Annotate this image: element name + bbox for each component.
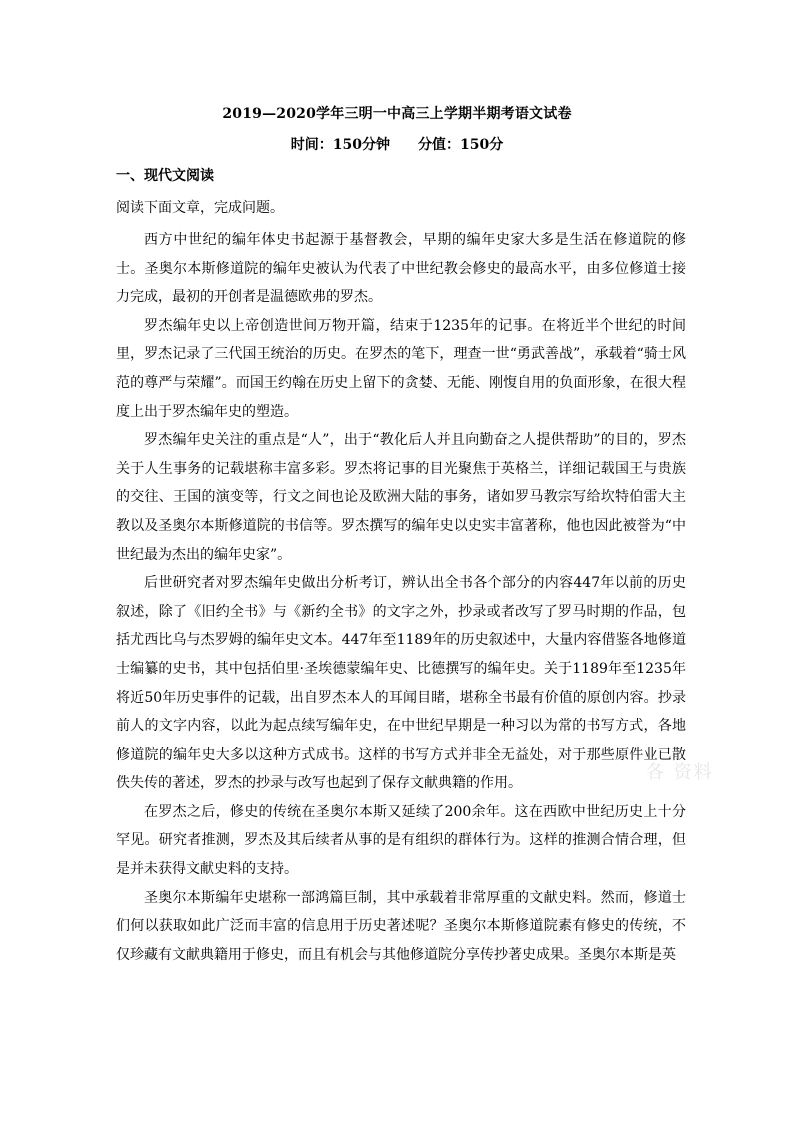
paragraph: 西方中世纪的编年体史书起源于基督教会，早期的编年史家大多是生活在修道院的修士。圣奥尔本斯修道院的编年史被认为代表了中世纪教会修史的最高水平，由多位修道士接力完成，最初的开创者是温德欧弗的罗杰。: [116, 232, 686, 306]
paragraph: 在罗杰之后，修史的传统在圣奥尔本斯又延续了200余年。这在西欧中世纪历史上十分罕见。研究者推测，罗杰及其后续者从事的是有组织的群体行为。这样的推测合情合理，但是并未获得文献史料的支持。: [116, 803, 686, 878]
paragraph: 圣奥尔本斯编年史堪称一部鸿篇巨制，其中承载着非常厚重的文献史料。然而，修道士们何以获取如此广泛而丰富的信息用于历史著述呢？圣奥尔本斯修道院素有修史的传统，不仅珍藏有文献典籍用于修史，而且有机会与其他修道院分享传抄著史成果。圣奥尔本斯是英: [116, 889, 686, 963]
paragraph: 罗杰编年史关注的重点是“人”，出于“教化后人并且向勤奋之人提供帮助”的目的，罗杰关于人生事务的记载堪称丰富多彩。罗杰将记事的目光聚焦于英格兰，详细记载国王与贵族的交往、王国的演变等，行文之间也论及欧洲大陆的事务，诸如罗马教宗写给坎特伯雷大主教以及圣奥尔本斯修道院的书信等。罗杰撰写的编年史以史实丰富著称，他也因此被誉为“中世纪最为杰出的编年史家”。: [116, 432, 686, 563]
reading-instruction: 阅读下面文章，完成问题。: [116, 200, 284, 216]
exam-title: 2019—2020学年三明一中高三上学期半期考语文试卷: [222, 106, 572, 122]
exam-meta: [0, 134, 794, 154]
exam-time: 时间：150分钟: [290, 137, 390, 153]
section-heading: 一、现代文阅读: [116, 168, 214, 184]
watermark: 各 资料: [646, 762, 714, 783]
reading-passage: [116, 226, 686, 969]
paragraph: 罗杰编年史以上帝创造世间万物开篇，结束于1235年的记事。在将近半个世纪的时间里，罗杰记录了三代国王统治的历史。在罗杰的笔下，理查一世“勇武善战”，承载着“骑士风范的尊严与荣耀”。而国王约翰在历史上留下的贪婪、无能、刚愎自用的负面形象，在很大程度上出于罗杰编年史的塑造。: [116, 317, 686, 420]
paragraph: 后世研究者对罗杰编年史做出分析考订，辨认出全书各个部分的内容447年以前的历史叙述，除了《旧约全书》与《新约全书》的文字之外，抄录或者改写了罗马时期的作品，包括尤西比乌与杰罗姆的编年史文本。447年至1189年的历史叙述中，大量内容借鉴各地修道士编纂的史书，其中包括伯里·圣埃德蒙编年史、比德撰写的编年史。关于1189年至1235年将近50年历史事件的记载，出自罗杰本人的耳闻目睹，堪称全书最有价值的原创内容。抄录前人的文字内容，以此为起点续写编年史，在中世纪早期是一种习以为常的书写方式，各地修道院的编年史大多以这种方式成书。这样的书写方式并非全无益处，对于那些原件业已散佚失传的著述，罗杰的抄录与改写也起到了保存文献典籍的作用。: [116, 575, 686, 792]
exam-score: 分值：150分: [418, 137, 504, 153]
